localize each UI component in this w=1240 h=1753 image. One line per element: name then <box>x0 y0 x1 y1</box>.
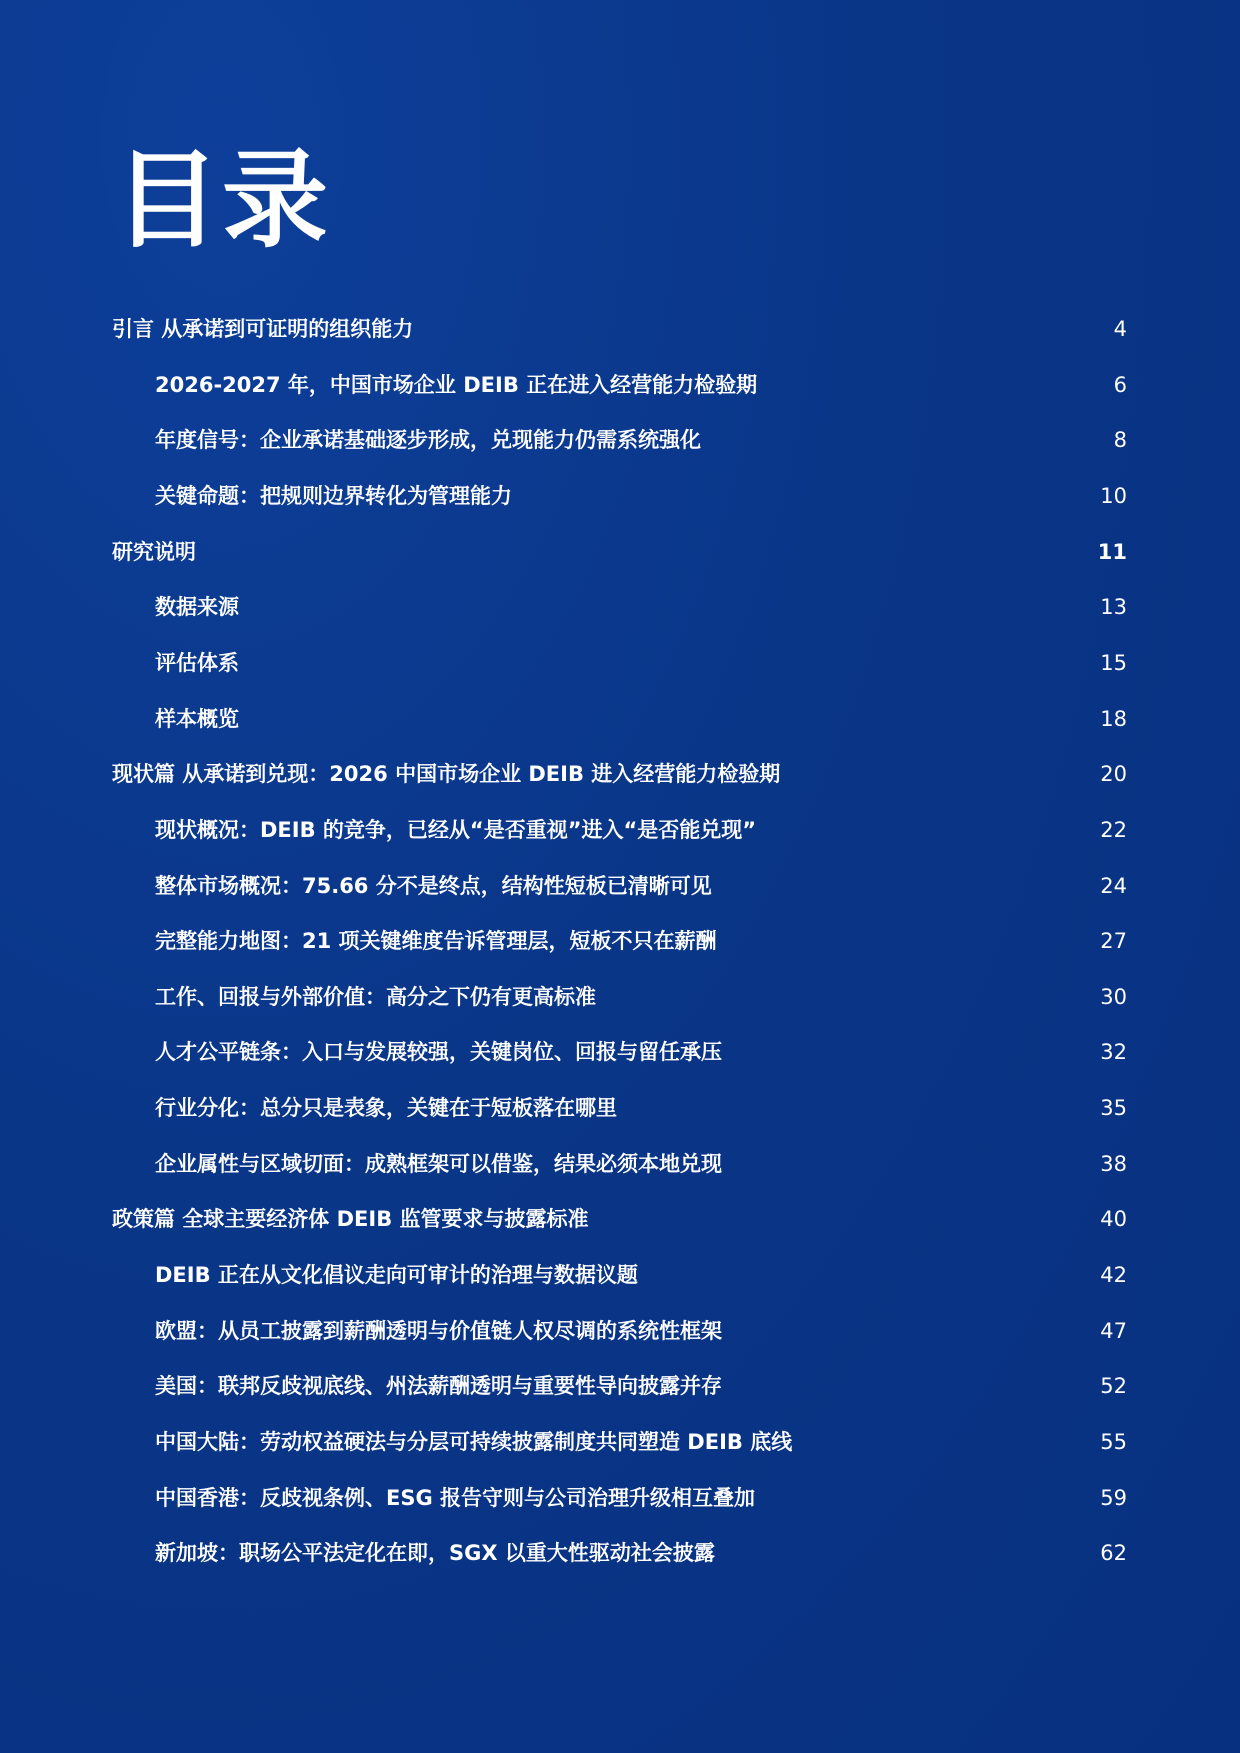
toc-entry[interactable] <box>0 532 1240 572</box>
toc-page-number: 10 <box>1100 484 1127 508</box>
toc-entry[interactable] <box>0 420 1240 460</box>
toc-subsection-title: 样本概览 <box>155 707 239 731</box>
toc-entry[interactable] <box>0 699 1240 739</box>
toc-entry[interactable] <box>0 1366 1240 1406</box>
page-title: 目录 <box>114 139 330 262</box>
toc-subsection-title: 评估体系 <box>155 651 239 675</box>
toc-page-number: 6 <box>1113 373 1127 397</box>
toc-page-number: 20 <box>1100 762 1127 786</box>
toc-entry[interactable] <box>0 365 1240 405</box>
toc-entry[interactable] <box>0 476 1240 516</box>
toc-subsection-title: 人才公平链条：入口与发展较强，关键岗位、回报与留任承压 <box>155 1040 722 1064</box>
toc-subsection-title: 欧盟：从员工披露到薪酬透明与价值链人权尽调的系统性框架 <box>155 1319 722 1343</box>
toc-section-title: 研究说明 <box>112 540 196 564</box>
toc-page-number: 15 <box>1100 651 1127 675</box>
toc-page-number: 27 <box>1100 929 1127 953</box>
toc-entry[interactable] <box>0 643 1240 683</box>
toc-page-number: 52 <box>1100 1374 1127 1398</box>
toc-entry[interactable] <box>0 1255 1240 1295</box>
toc-entry[interactable] <box>0 1311 1240 1351</box>
toc-page-number: 55 <box>1100 1430 1127 1454</box>
toc-entry[interactable] <box>0 587 1240 627</box>
toc-subsection-title: 完整能力地图：21 项关键维度告诉管理层，短板不只在薪酬 <box>155 929 717 953</box>
toc-page-number: 35 <box>1100 1096 1127 1120</box>
toc-subsection-title: 工作、回报与外部价值：高分之下仍有更高标准 <box>155 985 596 1009</box>
toc-page-number: 4 <box>1113 317 1127 341</box>
toc-subsection-title: 关键命题：把规则边界转化为管理能力 <box>155 484 512 508</box>
toc-page-number: 8 <box>1113 428 1127 452</box>
toc-entry[interactable] <box>0 754 1240 794</box>
toc-subsection-title: 现状概况：DEIB 的竞争，已经从“是否重视”进入“是否能兑现” <box>155 818 757 842</box>
toc-section-title: 引言 从承诺到可证明的组织能力 <box>112 317 414 341</box>
toc-page-number: 47 <box>1100 1319 1127 1343</box>
toc-subsection-title: 企业属性与区域切面：成熟框架可以借鉴，结果必须本地兑现 <box>155 1152 722 1176</box>
toc-entry[interactable] <box>0 921 1240 961</box>
toc-page-number: 22 <box>1100 818 1127 842</box>
toc-page-number: 30 <box>1100 985 1127 1009</box>
toc-entry[interactable] <box>0 1199 1240 1239</box>
toc-section-title: 现状篇 从承诺到兑现：2026 中国市场企业 DEIB 进入经营能力检验期 <box>112 762 781 786</box>
toc-subsection-title: 年度信号：企业承诺基础逐步形成，兑现能力仍需系统强化 <box>155 428 701 452</box>
toc-page-number: 40 <box>1100 1207 1127 1231</box>
toc-entry[interactable] <box>0 1032 1240 1072</box>
toc-page-number: 62 <box>1100 1541 1127 1565</box>
toc-subsection-title: DEIB 正在从文化倡议走向可审计的治理与数据议题 <box>155 1263 638 1287</box>
toc-page-number: 13 <box>1100 595 1127 619</box>
toc-subsection-title: 美国：联邦反歧视底线、州法薪酬透明与重要性导向披露并存 <box>155 1374 722 1398</box>
toc-entry[interactable] <box>0 1533 1240 1573</box>
toc-subsection-title: 中国大陆：劳动权益硬法与分层可持续披露制度共同塑造 DEIB 底线 <box>155 1430 793 1454</box>
toc-subsection-title: 中国香港：反歧视条例、ESG 报告守则与公司治理升级相互叠加 <box>155 1486 756 1510</box>
toc-subsection-title: 行业分化：总分只是表象，关键在于短板落在哪里 <box>155 1096 617 1120</box>
toc-entry[interactable] <box>0 977 1240 1017</box>
toc-entry[interactable] <box>0 866 1240 906</box>
toc-page-number: 18 <box>1100 707 1127 731</box>
toc-subsection-title: 2026-2027 年，中国市场企业 DEIB 正在进入经营能力检验期 <box>155 373 758 397</box>
toc-subsection-title: 整体市场概况：75.66 分不是终点，结构性短板已清晰可见 <box>155 874 712 898</box>
toc-page-number: 24 <box>1100 874 1127 898</box>
toc-subsection-title: 新加坡：职场公平法定化在即，SGX 以重大性驱动社会披露 <box>155 1541 715 1565</box>
toc-entry[interactable] <box>0 1422 1240 1462</box>
toc-entry[interactable] <box>0 1144 1240 1184</box>
toc-entry[interactable] <box>0 309 1240 349</box>
toc-page-number: 38 <box>1100 1152 1127 1176</box>
toc-subsection-title: 数据来源 <box>155 595 239 619</box>
toc-entry[interactable] <box>0 810 1240 850</box>
toc-page-number: 42 <box>1100 1263 1127 1287</box>
toc-section-title: 政策篇 全球主要经济体 DEIB 监管要求与披露标准 <box>112 1207 589 1231</box>
toc-entry[interactable] <box>0 1478 1240 1518</box>
toc-entry[interactable] <box>0 1088 1240 1128</box>
toc-page-number: 11 <box>1097 540 1127 564</box>
toc-page-number: 59 <box>1100 1486 1127 1510</box>
toc-page-number: 32 <box>1100 1040 1127 1064</box>
